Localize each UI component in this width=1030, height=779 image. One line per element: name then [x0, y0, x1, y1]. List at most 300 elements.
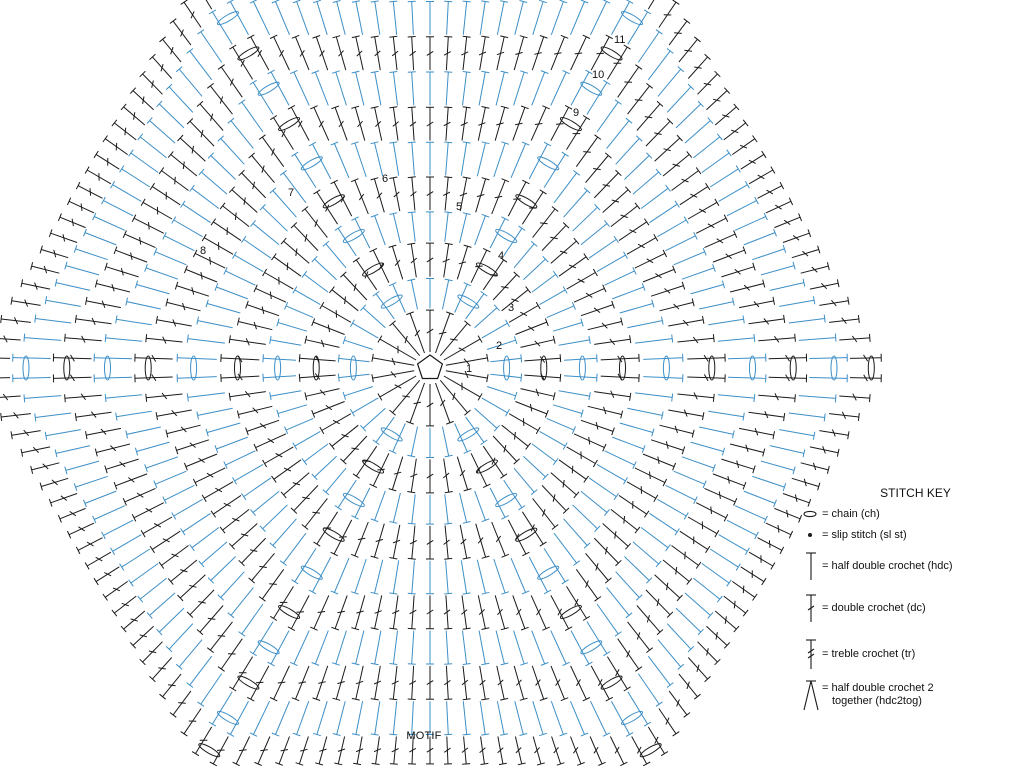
stitch [353, 323, 379, 338]
stitch [496, 631, 504, 664]
stitch-top [835, 394, 836, 402]
stitch-top [501, 516, 508, 520]
stitch-top [795, 334, 796, 342]
stitch-top [713, 394, 714, 402]
stitch-slash [256, 682, 264, 683]
stitch-top [85, 563, 89, 570]
stitch-slash [300, 50, 304, 56]
stitch [190, 656, 212, 685]
stitch-top [481, 440, 488, 445]
stitch [514, 244, 534, 268]
stitch [334, 558, 349, 592]
stitch-slash [72, 219, 73, 226]
stitch [326, 244, 346, 268]
stitch-slash [731, 130, 738, 133]
stitch [643, 377, 682, 379]
stitch [676, 104, 701, 128]
stitch-top [560, 354, 561, 362]
stitch [235, 464, 264, 481]
stitch-slash [405, 336, 407, 343]
corner-chain [475, 261, 499, 278]
stitch [533, 701, 543, 734]
stitch-slash [711, 507, 712, 515]
stitch [496, 72, 504, 105]
stitch-slash [52, 480, 58, 485]
stitch-top [635, 65, 642, 70]
stitch-top [112, 610, 117, 616]
stitch [270, 391, 301, 396]
stitch-slash [535, 747, 540, 753]
stitch [735, 217, 766, 231]
stitch-top [675, 529, 679, 536]
stitch-slash [740, 145, 747, 148]
stitch-top [220, 527, 225, 533]
stitch [113, 535, 142, 552]
stitch [691, 285, 724, 294]
stitch-top [706, 546, 710, 553]
stitch-top [65, 394, 66, 402]
stitch-top [24, 394, 25, 402]
stitch-top [320, 302, 324, 309]
stitch-slash [664, 289, 670, 294]
stitch-top [713, 334, 714, 342]
corner-chain [750, 356, 756, 380]
stitch-top [654, 495, 658, 502]
stitch-slash [158, 668, 166, 669]
stitch-top [603, 444, 606, 451]
stitch-slash [769, 540, 770, 548]
stitch [597, 255, 626, 272]
stitch [455, 424, 468, 452]
stitch [641, 188, 668, 208]
stitch [719, 535, 748, 552]
stitch-top [94, 151, 98, 158]
stitch-slash [575, 53, 583, 54]
stitch-slash [143, 97, 144, 104]
stitch [633, 542, 659, 564]
stitch [140, 137, 166, 158]
stitch [226, 271, 256, 285]
corner-chain [831, 356, 837, 380]
stitch-top [444, 142, 452, 143]
stitch-top [408, 37, 416, 38]
stitch [597, 102, 618, 132]
stitch [127, 302, 161, 309]
stitch-top [584, 476, 589, 483]
stitch [140, 578, 166, 599]
stitch-slash [342, 435, 349, 438]
stitch-top [795, 394, 796, 402]
hdc2tog-icon [800, 678, 820, 712]
stitch-top [644, 722, 651, 726]
stitch [46, 430, 81, 436]
stitch-slash [293, 483, 300, 485]
stitch [638, 32, 659, 63]
stitch-top [229, 45, 236, 49]
stitch [66, 266, 99, 275]
stitch-top [463, 628, 471, 629]
stitch [393, 560, 398, 593]
stitch [674, 471, 705, 484]
stitch-slash [647, 615, 649, 622]
stitch [523, 259, 545, 280]
stitch [356, 2, 363, 35]
stitch [253, 491, 279, 512]
stitch-slash [351, 448, 358, 449]
stitch-slash [210, 257, 211, 265]
stitch-top [373, 440, 380, 445]
stitch-slash [315, 220, 318, 227]
stitch [589, 239, 616, 258]
stitch [799, 396, 836, 399]
stitch-key-title: STITCH KEY [880, 486, 951, 500]
stitch-slash [339, 121, 344, 127]
round-label-1: 1 [466, 363, 473, 375]
stitch-top [408, 628, 416, 629]
stitch-slash [645, 117, 653, 118]
stitch [76, 249, 108, 260]
stitch-top [329, 287, 334, 293]
hdc-icon [800, 550, 820, 582]
stitch [253, 224, 279, 245]
stitch [216, 287, 247, 299]
stitch-top [583, 116, 590, 120]
stitch-top [270, 698, 277, 701]
stitch [146, 268, 178, 279]
stitch [532, 72, 545, 105]
stitch [231, 587, 253, 615]
stitch [137, 442, 170, 451]
stitch-top [168, 578, 173, 584]
stitch-top [589, 392, 590, 400]
stitch [571, 701, 585, 734]
stitch-slash [270, 292, 271, 299]
stitch [0, 358, 10, 359]
stitch-top [478, 336, 482, 343]
stitch-slash [637, 632, 640, 639]
stitch-top [408, 212, 416, 213]
stitch-top [703, 316, 704, 324]
stitch-slash [586, 581, 589, 588]
stitch-top [309, 142, 316, 146]
stitch-slash [615, 531, 616, 538]
round-label-4: 4 [498, 250, 505, 262]
stitch [676, 608, 701, 632]
stitch-top [444, 628, 452, 629]
stitch [242, 604, 263, 634]
stitch-top [743, 315, 744, 323]
stitch-top [848, 431, 849, 439]
stitch [475, 216, 486, 245]
stitch-top [120, 166, 124, 173]
stitch [254, 2, 270, 35]
stitch-top [254, 285, 257, 292]
stitch-top [824, 315, 825, 323]
stitch [411, 280, 417, 309]
stitch-top [268, 70, 275, 74]
stitch [540, 431, 566, 446]
stitch-top [444, 699, 452, 700]
stitch-slash [627, 650, 630, 657]
stitch [607, 587, 629, 615]
stitch-slash [190, 443, 196, 448]
stitch-top [233, 252, 237, 259]
stitch [620, 423, 653, 433]
stitch [276, 701, 290, 734]
corner-chain [300, 564, 324, 581]
stitch [612, 287, 643, 299]
stitch-top [94, 578, 98, 585]
stitch-slash [90, 188, 91, 196]
stitch [355, 559, 366, 593]
stitch-top [76, 182, 80, 189]
stitch-slash [536, 680, 541, 686]
stitch-top [521, 354, 522, 362]
stitch-top [444, 37, 452, 38]
stitch [375, 701, 380, 734]
stitch [587, 82, 607, 114]
corner-chain [663, 356, 669, 380]
stitch [375, 2, 380, 35]
round-label-10: 10 [592, 69, 605, 81]
stitch-top [519, 506, 526, 510]
round-label-7: 7 [288, 187, 295, 199]
stitch [196, 0, 212, 9]
stitch-slash [377, 469, 385, 470]
stitch-slash [377, 193, 382, 199]
stitch [103, 520, 133, 535]
stitch [693, 578, 719, 599]
stitch [682, 457, 714, 468]
stitch [479, 72, 485, 105]
stitch-top [563, 443, 567, 450]
stitch-top [481, 36, 489, 37]
stitch [276, 2, 290, 35]
stitch-top [331, 552, 338, 556]
stitch-top [614, 493, 619, 500]
stitch-slash [496, 536, 501, 542]
corner-chain [494, 491, 518, 508]
stitch-top [444, 558, 452, 559]
stitch-top [626, 0, 633, 3]
stitch-top [250, 733, 257, 737]
stitch-top [521, 374, 522, 382]
stitch [192, 188, 219, 208]
stitch-slash [722, 115, 729, 117]
stitch-top [210, 762, 217, 766]
stitch-slash [726, 254, 732, 259]
stitch [666, 485, 696, 500]
stitch [122, 549, 150, 567]
stitch-top [209, 10, 216, 14]
stitch [94, 506, 125, 520]
stitch-slash [635, 100, 643, 101]
stitch-slash [272, 148, 275, 155]
stitch-top [302, 458, 307, 464]
stitch-top [552, 207, 558, 212]
stitch [334, 144, 349, 178]
stitch-top [444, 177, 452, 178]
stitch-slash [743, 586, 744, 594]
stitch-slash [572, 466, 573, 474]
stitch [635, 393, 672, 398]
stitch [591, 2, 607, 35]
stitch-top [519, 226, 526, 230]
stitch [735, 506, 766, 520]
stitch-top [247, 697, 254, 701]
stitch-top [463, 36, 471, 37]
stitch [627, 321, 662, 328]
stitch-slash [128, 478, 134, 483]
stitch [297, 701, 309, 734]
stitch-slash [296, 249, 297, 257]
stitch [597, 464, 626, 481]
stitch-top [615, 100, 622, 105]
stitch-top [824, 414, 825, 422]
stitch [393, 284, 406, 312]
stitch [212, 692, 232, 724]
stitch [587, 622, 607, 654]
stitch-top [694, 694, 700, 699]
stitch [693, 137, 719, 158]
stitch-top [187, 335, 188, 343]
stitch-top [784, 413, 785, 421]
stitch-top [661, 752, 668, 756]
stitch-top [407, 492, 415, 493]
stitch-top [694, 37, 700, 42]
stitch [682, 268, 714, 279]
stitch [159, 608, 184, 632]
stitch-top [481, 763, 489, 764]
stitch-top [241, 493, 246, 500]
stitch-top [229, 687, 236, 691]
stitch [412, 561, 415, 594]
stitch-top [560, 374, 561, 382]
stitch-top [251, 220, 256, 226]
stitch-top [544, 142, 551, 146]
stitch [336, 631, 347, 664]
stitch [446, 72, 448, 105]
stitch-slash [569, 265, 576, 268]
round-label-3: 3 [508, 302, 515, 314]
stitch [127, 427, 161, 434]
stitch [529, 557, 547, 592]
stitch-top [370, 248, 377, 252]
key-row-chain [800, 504, 1025, 524]
stitch [628, 12, 648, 44]
stitch-top [703, 412, 704, 420]
stitch [564, 191, 588, 218]
stitch [283, 533, 306, 563]
corner-chain [235, 356, 241, 380]
stitch-slash [241, 534, 248, 536]
stitch [337, 2, 346, 35]
stitch-slash [328, 325, 329, 332]
stitch-top [540, 190, 547, 194]
stitch-slash [535, 124, 543, 125]
stitch-top [408, 72, 416, 73]
stitch-top [595, 597, 602, 602]
stitch-top [259, 597, 266, 602]
stitch-top [408, 177, 416, 178]
stitch-top [314, 190, 321, 194]
stitch-top [754, 394, 755, 402]
stitch-top [771, 563, 775, 570]
stitch-slash [674, 33, 682, 34]
stitch [571, 2, 585, 35]
stitch-slash [684, 50, 692, 51]
stitch-top [218, 667, 225, 672]
stitch [635, 339, 672, 344]
stitch [376, 294, 394, 319]
stitch-top [159, 562, 164, 569]
stitch-top [268, 662, 275, 666]
stitch [649, 513, 677, 532]
stitch [253, 622, 273, 654]
stitch-slash [793, 236, 799, 241]
stitch-top [583, 35, 590, 38]
stitch-top [254, 444, 257, 451]
stitch-top [626, 613, 632, 618]
stitch [744, 491, 775, 503]
stitch [573, 207, 598, 231]
stitch-top [753, 594, 758, 601]
stitch-top [207, 83, 213, 88]
stitch-top [220, 203, 225, 209]
stitch [515, 701, 524, 734]
stitch-top [715, 199, 719, 206]
stitch [529, 144, 547, 179]
stitch-slash [621, 215, 628, 218]
stitch-top [813, 432, 814, 440]
stitch-top [45, 296, 46, 304]
stitch [667, 87, 691, 113]
stitch [0, 396, 21, 398]
stitch-top [270, 616, 277, 620]
stitch [532, 631, 545, 664]
stitch-slash [122, 603, 129, 606]
corner-chain [191, 356, 197, 380]
stitch [482, 398, 508, 413]
stitch-top [263, 269, 267, 276]
stitch [727, 201, 757, 216]
stitch [475, 491, 486, 520]
stitch [708, 319, 743, 325]
stitch [35, 319, 71, 324]
stitch-top [172, 217, 176, 224]
stitch-top [646, 83, 652, 88]
stitch [355, 143, 366, 177]
stitch-top [553, 458, 558, 464]
stitch-top [353, 474, 360, 479]
stitch-top [76, 547, 80, 554]
stitch [356, 631, 364, 664]
stitch-slash [287, 263, 288, 271]
stitch-top [299, 354, 300, 362]
stitch-top [202, 495, 206, 502]
stitch-top [870, 334, 871, 342]
stitch-top [272, 254, 277, 261]
stitch-top [684, 19, 690, 24]
stitch-top [227, 733, 234, 737]
stitch-top [190, 545, 195, 551]
stitch [190, 51, 212, 80]
stitch-top [780, 182, 784, 189]
stitch [375, 72, 381, 105]
stitch-top [717, 596, 722, 602]
stitch-top [544, 590, 551, 594]
stitch [779, 300, 814, 306]
